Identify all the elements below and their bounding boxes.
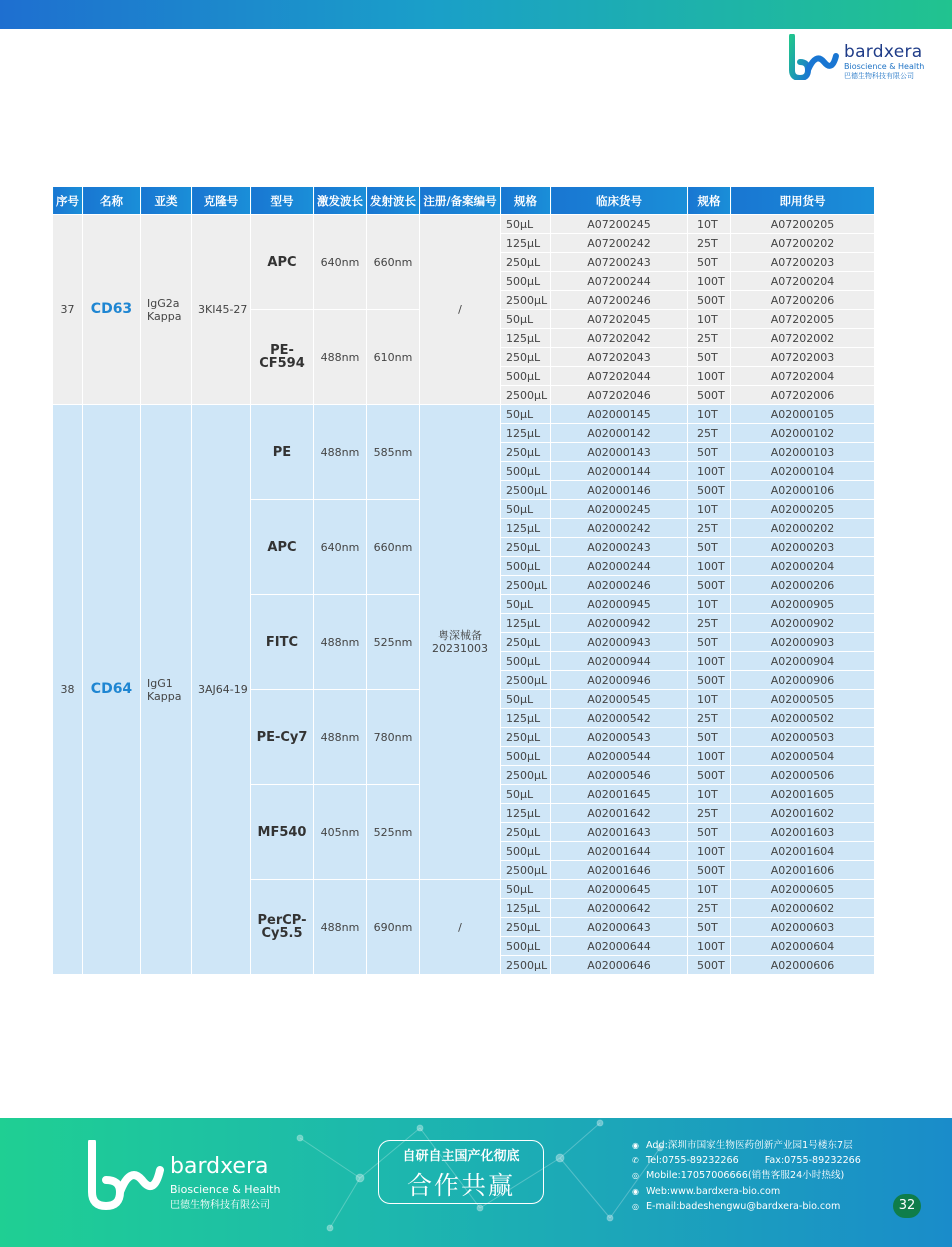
clinical-catalog-number: A02000546	[551, 766, 688, 785]
ready-spec: 25T	[688, 519, 731, 538]
ready-catalog-number: A02000903	[731, 633, 875, 652]
ready-spec: 100T	[688, 272, 731, 291]
clinical-catalog-number: A02000646	[551, 956, 688, 975]
ready-catalog-number: A02000606	[731, 956, 875, 975]
clinical-catalog-number: A02000245	[551, 500, 688, 519]
ready-catalog-number: A07202004	[731, 367, 875, 386]
clinical-spec: 2500μL	[501, 956, 551, 975]
fluorochrome-type: PerCP-Cy5.5	[251, 880, 314, 975]
clinical-spec: 50μL	[501, 405, 551, 424]
clinical-catalog-number: A02001646	[551, 861, 688, 880]
globe-icon: ◉	[632, 1186, 639, 1196]
clinical-catalog-number: A07202043	[551, 348, 688, 367]
bardxera-logo-icon	[786, 34, 840, 80]
clinical-spec: 50μL	[501, 690, 551, 709]
product-group-cd64	[53, 405, 875, 975]
clinical-spec: 2500μL	[501, 481, 551, 500]
clinical-catalog-number: A02000242	[551, 519, 688, 538]
emission-wavelength: 585nm	[367, 405, 420, 500]
ready-catalog-number: A02001606	[731, 861, 875, 880]
excitation-wavelength: 488nm	[314, 310, 367, 405]
ready-spec: 500T	[688, 671, 731, 690]
ready-catalog-number: A07200202	[731, 234, 875, 253]
excitation-wavelength: 405nm	[314, 785, 367, 880]
emission-wavelength: 780nm	[367, 690, 420, 785]
ready-spec: 10T	[688, 785, 731, 804]
ready-catalog-number: A02000204	[731, 557, 875, 576]
header-cell: 规格	[688, 187, 731, 215]
emission-wavelength: 525nm	[367, 785, 420, 880]
ready-spec: 10T	[688, 690, 731, 709]
contact-info	[632, 1138, 882, 1214]
registration-number: 粤深械备 20231003	[420, 405, 501, 880]
brand-company-cn: 巴德生物科技有限公司	[844, 72, 914, 80]
ready-spec: 10T	[688, 500, 731, 519]
clinical-spec: 2500μL	[501, 576, 551, 595]
ready-spec: 25T	[688, 614, 731, 633]
ready-catalog-number: A07202006	[731, 386, 875, 405]
clinical-catalog-number: A02000146	[551, 481, 688, 500]
clinical-spec: 250μL	[501, 253, 551, 272]
slogan-line1: 自研自主国产化彻底	[402, 1149, 520, 1164]
clinical-catalog-number: A02001644	[551, 842, 688, 861]
ready-spec: 10T	[688, 310, 731, 329]
contact-mobile: ◎ Mobile:17057006666(销售客服24小时热线)	[632, 1168, 882, 1183]
clinical-spec: 250μL	[501, 728, 551, 747]
ready-catalog-number: A02000902	[731, 614, 875, 633]
header-logo	[786, 34, 925, 80]
ready-catalog-number: A02000605	[731, 880, 875, 899]
antibody-subclass: IgG2a Kappa	[141, 215, 192, 405]
brand-name: bardxera	[844, 42, 923, 62]
clinical-spec: 50μL	[501, 310, 551, 329]
clinical-spec: 125μL	[501, 614, 551, 633]
top-accent-bar	[0, 0, 952, 29]
location-icon: ◉	[632, 1141, 639, 1150]
clinical-catalog-number: A02000542	[551, 709, 688, 728]
ready-spec: 50T	[688, 253, 731, 272]
clinical-spec: 125μL	[501, 329, 551, 348]
clinical-spec: 125μL	[501, 899, 551, 918]
row-number: 38	[53, 405, 83, 975]
clinical-catalog-number: A02001645	[551, 785, 688, 804]
contact-web[interactable]: ◉ Web:www.bardxera-bio.com	[632, 1184, 882, 1199]
clinical-catalog-number: A07200243	[551, 253, 688, 272]
clinical-catalog-number: A02000244	[551, 557, 688, 576]
bardxera-logo-icon	[84, 1140, 164, 1210]
clinical-catalog-number: A02000545	[551, 690, 688, 709]
ready-catalog-number: A02000905	[731, 595, 875, 614]
header-cell: 型号	[251, 187, 314, 215]
clinical-spec: 50μL	[501, 215, 551, 234]
slogan-box	[378, 1140, 544, 1204]
clinical-catalog-number: A02000142	[551, 424, 688, 443]
slogan-line2: 合作共赢	[406, 1171, 515, 1200]
ready-spec: 25T	[688, 329, 731, 348]
ready-spec: 25T	[688, 424, 731, 443]
ready-catalog-number: A02000904	[731, 652, 875, 671]
clinical-spec: 125μL	[501, 234, 551, 253]
clinical-spec: 250μL	[501, 538, 551, 557]
clinical-catalog-number: A07202042	[551, 329, 688, 348]
contact-tel: ✆ Tel:0755-89232266 Fax:0755-89232266	[632, 1153, 882, 1168]
ready-catalog-number: A02000202	[731, 519, 875, 538]
clinical-spec: 2500μL	[501, 386, 551, 405]
ready-catalog-number: A02000205	[731, 500, 875, 519]
ready-spec: 500T	[688, 291, 731, 310]
ready-catalog-number: A02000203	[731, 538, 875, 557]
emission-wavelength: 690nm	[367, 880, 420, 975]
ready-catalog-number: A07202002	[731, 329, 875, 348]
ready-spec: 25T	[688, 899, 731, 918]
row-number: 37	[53, 215, 83, 405]
header-cell: 规格	[501, 187, 551, 215]
table-header-row	[53, 187, 875, 215]
ready-catalog-number: A07200205	[731, 215, 875, 234]
clinical-spec: 50μL	[501, 595, 551, 614]
footer-logo	[84, 1140, 284, 1210]
clinical-spec: 125μL	[501, 424, 551, 443]
antibody-name: CD63	[83, 215, 141, 405]
ready-spec: 100T	[688, 937, 731, 956]
footer-brand-tagline: Bioscience & Health	[170, 1183, 281, 1196]
ready-catalog-number: A07200206	[731, 291, 875, 310]
fluorochrome-type: FITC	[251, 595, 314, 690]
ready-spec: 10T	[688, 215, 731, 234]
ready-spec: 500T	[688, 576, 731, 595]
clinical-spec: 250μL	[501, 918, 551, 937]
clinical-catalog-number: A07202044	[551, 367, 688, 386]
clinical-catalog-number: A07200242	[551, 234, 688, 253]
ready-catalog-number: A02000602	[731, 899, 875, 918]
clinical-catalog-number: A02000642	[551, 899, 688, 918]
header-cell: 激发波长	[314, 187, 367, 215]
clinical-catalog-number: A02000643	[551, 918, 688, 937]
footer-brand-company-cn: 巴德生物科技有限公司	[170, 1200, 270, 1211]
ready-catalog-number: A02000102	[731, 424, 875, 443]
table-row	[53, 405, 875, 424]
clinical-catalog-number: A07200246	[551, 291, 688, 310]
clinical-catalog-number: A02001642	[551, 804, 688, 823]
clinical-spec: 50μL	[501, 500, 551, 519]
excitation-wavelength: 488nm	[314, 880, 367, 975]
fluorochrome-type: PE-Cy7	[251, 690, 314, 785]
ready-catalog-number: A07200203	[731, 253, 875, 272]
clinical-catalog-number: A02000645	[551, 880, 688, 899]
excitation-wavelength: 640nm	[314, 215, 367, 310]
contact-fax: Fax:0755-89232266	[764, 1155, 861, 1167]
ready-catalog-number: A02000504	[731, 747, 875, 766]
clinical-spec: 250μL	[501, 823, 551, 842]
clinical-spec: 500μL	[501, 937, 551, 956]
header-cell: 亚类	[141, 187, 192, 215]
ready-catalog-number: A02000506	[731, 766, 875, 785]
ready-catalog-number: A02000106	[731, 481, 875, 500]
clinical-catalog-number: A07202045	[551, 310, 688, 329]
emission-wavelength: 525nm	[367, 595, 420, 690]
emission-wavelength: 610nm	[367, 310, 420, 405]
clinical-spec: 125μL	[501, 804, 551, 823]
excitation-wavelength: 488nm	[314, 690, 367, 785]
clinical-spec: 500μL	[501, 842, 551, 861]
mobile-icon: ◎	[632, 1171, 639, 1181]
footer-brand-name: bardxera	[170, 1154, 269, 1179]
ready-spec: 100T	[688, 557, 731, 576]
ready-spec: 50T	[688, 538, 731, 557]
clinical-spec: 2500μL	[501, 291, 551, 310]
clinical-spec: 250μL	[501, 348, 551, 367]
emission-wavelength: 660nm	[367, 500, 420, 595]
header-cell: 注册/备案编号	[420, 187, 501, 215]
ready-spec: 500T	[688, 861, 731, 880]
ready-catalog-number: A07202005	[731, 310, 875, 329]
excitation-wavelength: 488nm	[314, 595, 367, 690]
ready-catalog-number: A02000105	[731, 405, 875, 424]
ready-spec: 100T	[688, 652, 731, 671]
clinical-spec: 125μL	[501, 519, 551, 538]
ready-spec: 25T	[688, 709, 731, 728]
clinical-spec: 2500μL	[501, 766, 551, 785]
ready-catalog-number: A02000502	[731, 709, 875, 728]
clinical-spec: 500μL	[501, 367, 551, 386]
ready-spec: 100T	[688, 367, 731, 386]
phone-icon: ✆	[632, 1156, 639, 1166]
ready-catalog-number: A07200204	[731, 272, 875, 291]
clinical-spec: 50μL	[501, 785, 551, 804]
clinical-catalog-number: A07202046	[551, 386, 688, 405]
header-cell: 克隆号	[192, 187, 251, 215]
clinical-catalog-number: A02000644	[551, 937, 688, 956]
ready-catalog-number: A02000906	[731, 671, 875, 690]
contact-address: ◉ Add:深圳市国家生物医药创新产业园1号楼东7层	[632, 1138, 882, 1153]
emission-wavelength: 660nm	[367, 215, 420, 310]
clinical-catalog-number: A02000946	[551, 671, 688, 690]
ready-spec: 50T	[688, 348, 731, 367]
ready-spec: 25T	[688, 804, 731, 823]
clinical-spec: 500μL	[501, 462, 551, 481]
ready-spec: 50T	[688, 918, 731, 937]
clinical-spec: 125μL	[501, 709, 551, 728]
fluorochrome-type: APC	[251, 500, 314, 595]
ready-catalog-number: A02001602	[731, 804, 875, 823]
ready-spec: 10T	[688, 595, 731, 614]
brand-tagline: Bioscience & Health	[844, 62, 925, 71]
ready-catalog-number: A02000604	[731, 937, 875, 956]
clinical-catalog-number: A02000943	[551, 633, 688, 652]
header-cell: 发射波长	[367, 187, 420, 215]
header-cell: 序号	[53, 187, 83, 215]
registration-number: /	[420, 880, 501, 975]
clinical-spec: 500μL	[501, 652, 551, 671]
ready-catalog-number: A02000104	[731, 462, 875, 481]
clinical-spec: 2500μL	[501, 861, 551, 880]
clinical-spec: 250μL	[501, 443, 551, 462]
ready-catalog-number: A02000505	[731, 690, 875, 709]
excitation-wavelength: 488nm	[314, 405, 367, 500]
clinical-catalog-number: A02000945	[551, 595, 688, 614]
clinical-spec: 500μL	[501, 272, 551, 291]
ready-spec: 50T	[688, 728, 731, 747]
clinical-spec: 500μL	[501, 557, 551, 576]
page-number: 32	[893, 1194, 921, 1218]
email-icon: ◎	[632, 1201, 639, 1211]
fluorochrome-type: PE	[251, 405, 314, 500]
ready-spec: 10T	[688, 405, 731, 424]
header-cell: 临床货号	[551, 187, 688, 215]
clone-number: 3KI45-27	[192, 215, 251, 405]
clinical-catalog-number: A02000144	[551, 462, 688, 481]
ready-catalog-number: A02001603	[731, 823, 875, 842]
ready-spec: 100T	[688, 462, 731, 481]
contact-email[interactable]: ◎ E-mail:badeshengwu@bardxera-bio.com	[632, 1199, 882, 1214]
ready-spec: 500T	[688, 766, 731, 785]
header-cell: 名称	[83, 187, 141, 215]
excitation-wavelength: 640nm	[314, 500, 367, 595]
clinical-catalog-number: A07200244	[551, 272, 688, 291]
antibody-subclass: IgG1 Kappa	[141, 405, 192, 975]
table-row	[53, 215, 875, 234]
ready-spec: 500T	[688, 386, 731, 405]
product-group-cd63	[53, 215, 875, 405]
registration-number: /	[420, 215, 501, 405]
clone-number: 3AJ64-19	[192, 405, 251, 975]
product-table	[52, 186, 875, 975]
ready-spec: 50T	[688, 823, 731, 842]
ready-spec: 500T	[688, 956, 731, 975]
ready-spec: 50T	[688, 443, 731, 462]
clinical-spec: 250μL	[501, 633, 551, 652]
ready-catalog-number: A02001605	[731, 785, 875, 804]
ready-catalog-number: A02000603	[731, 918, 875, 937]
clinical-spec: 500μL	[501, 747, 551, 766]
ready-spec: 100T	[688, 747, 731, 766]
ready-spec: 10T	[688, 880, 731, 899]
footer-banner	[0, 1118, 952, 1247]
ready-spec: 50T	[688, 633, 731, 652]
clinical-catalog-number: A07200245	[551, 215, 688, 234]
ready-spec: 500T	[688, 481, 731, 500]
clinical-catalog-number: A02000243	[551, 538, 688, 557]
clinical-catalog-number: A02000944	[551, 652, 688, 671]
fluorochrome-type: APC	[251, 215, 314, 310]
ready-catalog-number: A02001604	[731, 842, 875, 861]
clinical-catalog-number: A02000543	[551, 728, 688, 747]
ready-spec: 100T	[688, 842, 731, 861]
ready-catalog-number: A02000503	[731, 728, 875, 747]
fluorochrome-type: PE-CF594	[251, 310, 314, 405]
clinical-spec: 50μL	[501, 880, 551, 899]
clinical-catalog-number: A02000145	[551, 405, 688, 424]
clinical-spec: 2500μL	[501, 671, 551, 690]
clinical-catalog-number: A02001643	[551, 823, 688, 842]
antibody-name: CD64	[83, 405, 141, 975]
fluorochrome-type: MF540	[251, 785, 314, 880]
ready-catalog-number: A07202003	[731, 348, 875, 367]
ready-catalog-number: A02000206	[731, 576, 875, 595]
clinical-catalog-number: A02000143	[551, 443, 688, 462]
ready-catalog-number: A02000103	[731, 443, 875, 462]
clinical-catalog-number: A02000246	[551, 576, 688, 595]
clinical-catalog-number: A02000544	[551, 747, 688, 766]
header-cell: 即用货号	[731, 187, 875, 215]
clinical-catalog-number: A02000942	[551, 614, 688, 633]
ready-spec: 25T	[688, 234, 731, 253]
